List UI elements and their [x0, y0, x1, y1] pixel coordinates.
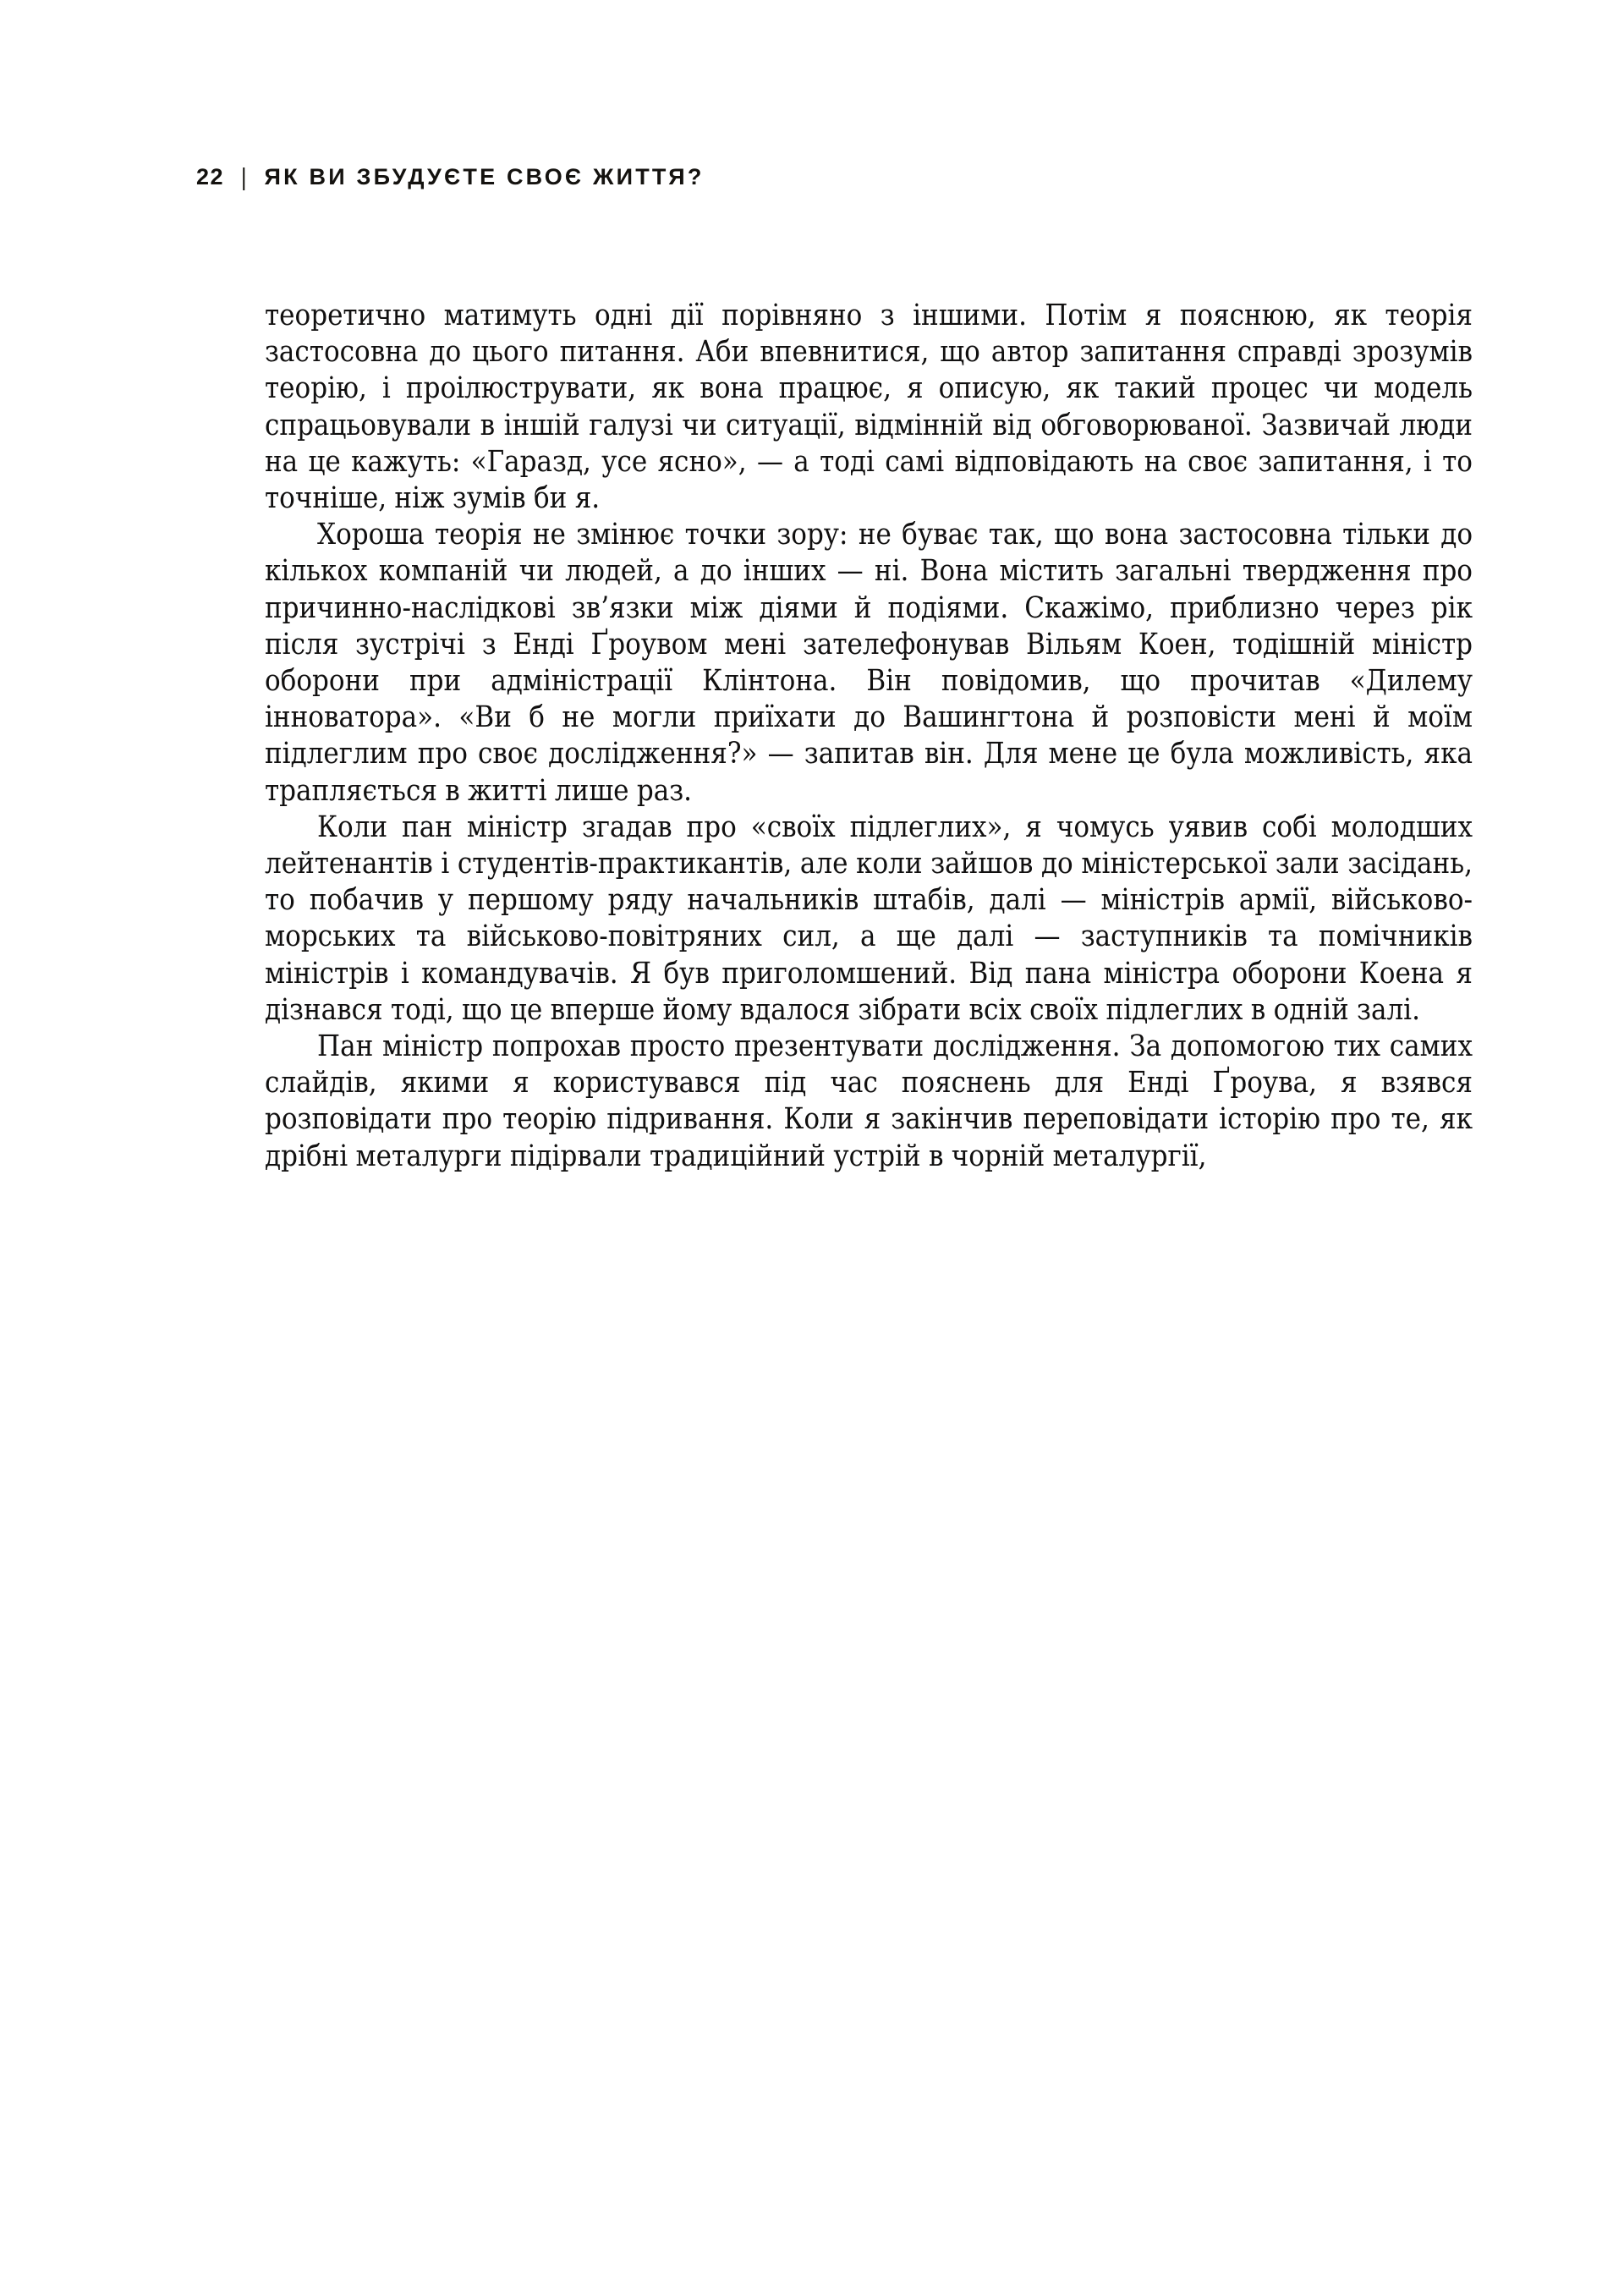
paragraph-3: Коли пан міністр згадав про «своїх підлеглих», я чомусь уявив собі молодших лейтенантів і студентів-практикантів, але коли зайшов до міністерської зали засідань, то побачив у першому ряду начальників штабів, далі — міністрів армії, військово-морських та військово-повітряних сил, а ще далі — заступників та помічників міністрів і командувачів. Я був приголомшений. Від пана міністра оборони Коена я дізнався тоді, що це вперше йому вдалося зібрати всіх своїх підлеглих в одній залі.	[265, 810, 1473, 1027]
page-number: 22	[196, 164, 225, 189]
paragraph-2: Хороша теорія не змінює точки зору: не буває так, що вона застосовна тільки до кількох компаній чи людей, а до інших — ні. Вона містить загальні твердження про причинно-наслідкові зв’язки між діями й подіями. Скажімо, приблизно через рік після зустрічі з Енді Ґроувом мені зателефонував Вільям Коен, тодішній міністр оборони при адміністрації Клінтона. Він повідомив, що прочитав «Дилему інноватора». «Ви б не могли приїхати до Вашингтона й розповісти мені й моїм підлеглим про своє дослідження?» — запитав він. Для мене це була можливість, яка трапляється в житті лише раз.	[265, 518, 1473, 808]
paragraph-1: теоретично матимуть одні дії порівняно з іншими. Потім я пояснюю, як теорія застосовна до цього питання. Аби впевнитися, що автор запитання справді зрозумів теорію, і проілюструвати, як вона працює, я описую, як такий процес чи модель спрацьовували в іншій галузі чи ситуації, відмінній від обговорюваної. Зазвичай люди на це кажуть: «Гаразд, усе ясно», — а тоді самі відповідають на своє запитання, і то точніше, ніж зумів би я.	[265, 299, 1473, 516]
body-text-block	[265, 298, 1473, 1175]
running-head-separator: |	[241, 163, 250, 192]
paragraph-4: Пан міністр попрохав просто презентувати дослідження. За допомогою тих самих слайдів, якими я користувався під час пояснень для Енді Ґроува, я взявся розповідати про теорію підривання. Коли я закінчив переповідати історію про те, як дрібні металурги підірвали традиційний устрій в чорній металургії,	[265, 1029, 1473, 1173]
chapter-title: ЯК ВИ ЗБУДУЄТЕ СВОЄ ЖИТТЯ?	[264, 164, 705, 189]
running-head	[196, 163, 705, 192]
